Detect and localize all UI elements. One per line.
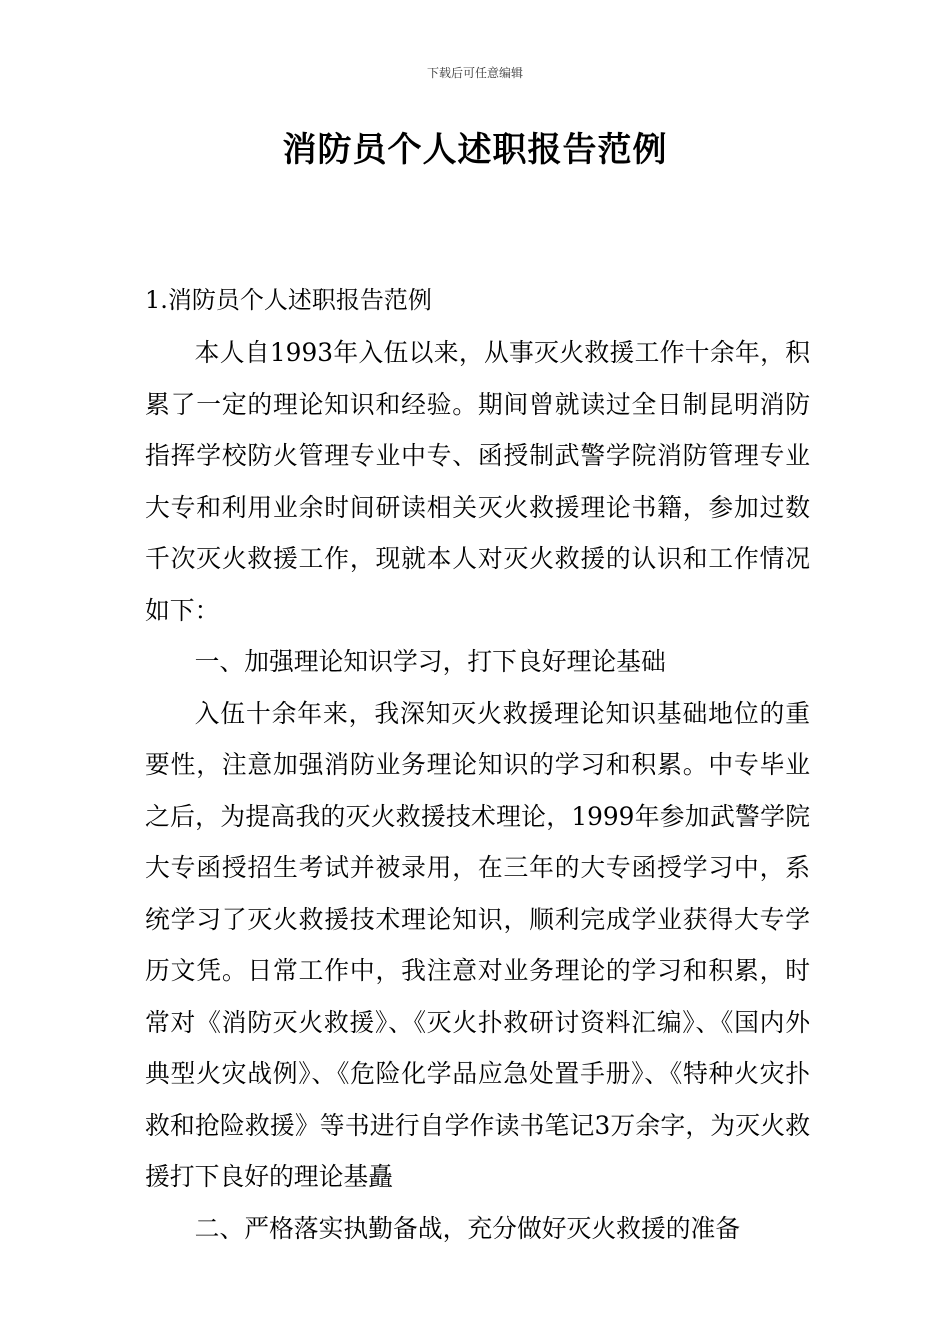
header-note: 下载后可任意编辑: [426, 66, 523, 80]
body-text: [145, 327, 810, 1254]
paragraph-intro: 本人自1993年入伍以来，从事灭火救援工作十余年，积累了一定的理论知识和经验。期间曾就读过全日制昆明消防指挥学校防火管理专业中专、函授制武警学院消防管理专业大专和利用业余时间研读相关灭火救援理论书籍，参加过数千次灭火救援工作，现就本人对灭火救援的认识和工作情况如下：: [145, 338, 810, 625]
paragraph-heading-1: 一、加强理论知识学习，打下良好理论基础: [194, 647, 666, 676]
section-heading: 1.消防员个人述职报告范例: [145, 286, 432, 314]
document-title: 消防员个人述职报告范例: [282, 130, 668, 170]
paragraph-heading-2: 二、严格落实执勤备战，充分做好灭火救援的准备: [194, 1213, 741, 1243]
paragraph-study: 入伍十余年来，我深知灭火救援理论知识基础地位的重要性，注意加强消防业务理论知识的学习和积累。中专毕业之后，为提高我的灭火救援技术理论，1999年参加武警学院大专函授招生考试并被录用，在三年的大专函授学习中，系统学习了灭火救援技术理论知识，顺利完成学业获得大专学历文凭。日常工作中，我注意对业务理论的学习和积累，时常对《消防灭火救援》、《灭火扑救研讨资料汇编》、《国内外典型火灾战例》、《危险化学品应急处置手册》、《特种火灾扑救和抢险救援》等书进行自学作读书笔记3万余字，为灭火救援打下良好的理论基矗: [145, 698, 810, 1191]
